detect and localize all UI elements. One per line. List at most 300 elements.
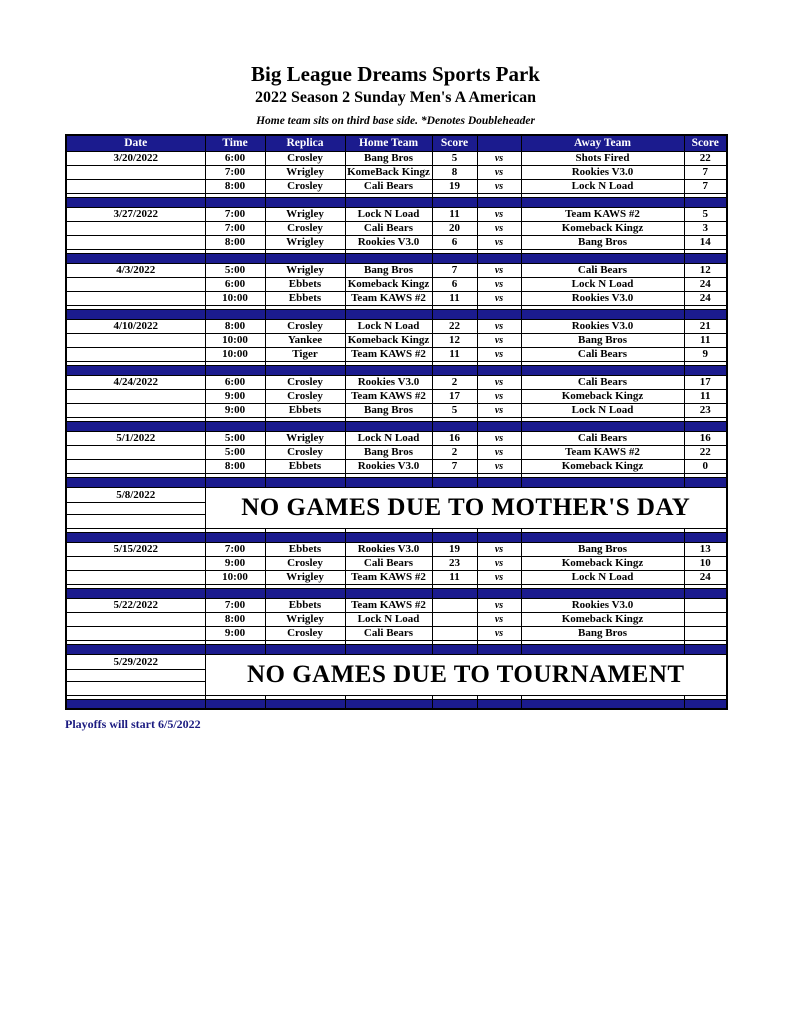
separator-cell — [66, 421, 205, 431]
home-team-cell: Bang Bros — [345, 403, 432, 417]
time-cell: 5:00 — [205, 431, 265, 445]
home-score-cell: 2 — [432, 375, 477, 389]
replica-cell: Crosley — [265, 556, 345, 570]
vs-cell: vs — [477, 598, 521, 612]
away-team-cell: Komeback Kingz — [521, 221, 684, 235]
separator-cell — [477, 421, 521, 431]
separator-row — [66, 644, 727, 654]
date-cell — [66, 669, 205, 681]
game-row — [66, 570, 727, 584]
separator-cell — [205, 699, 265, 709]
separator-row — [66, 532, 727, 542]
home-score-cell: 19 — [432, 542, 477, 556]
vs-cell: vs — [477, 347, 521, 361]
separator-row — [66, 699, 727, 709]
game-row — [66, 277, 727, 291]
separator-cell — [684, 309, 727, 319]
home-team-cell: Rookies V3.0 — [345, 542, 432, 556]
game-row — [66, 347, 727, 361]
replica-cell: Crosley — [265, 221, 345, 235]
replica-cell: Ebbets — [265, 542, 345, 556]
home-score-cell: 2 — [432, 445, 477, 459]
vs-cell: vs — [477, 542, 521, 556]
away-score-cell: 3 — [684, 221, 727, 235]
game-row — [66, 403, 727, 417]
header-away-score: Score — [684, 135, 727, 151]
separator-cell — [66, 588, 205, 598]
home-score-cell: 11 — [432, 291, 477, 305]
home-score-cell: 11 — [432, 570, 477, 584]
separator-cell — [684, 477, 727, 487]
away-team-cell: Cali Bears — [521, 431, 684, 445]
away-team-cell: Rookies V3.0 — [521, 291, 684, 305]
away-score-cell: 13 — [684, 542, 727, 556]
home-team-cell: Team KAWS #2 — [345, 570, 432, 584]
date-cell: 3/20/2022 — [66, 151, 205, 165]
game-row — [66, 459, 727, 473]
separator-cell — [265, 365, 345, 375]
home-score-cell: 7 — [432, 459, 477, 473]
away-team-cell: Rookies V3.0 — [521, 598, 684, 612]
home-team-cell: Bang Bros — [345, 445, 432, 459]
notice-row — [66, 654, 727, 669]
separator-cell — [205, 365, 265, 375]
home-score-cell — [432, 612, 477, 626]
time-cell: 7:00 — [205, 207, 265, 221]
game-row — [66, 165, 727, 179]
replica-cell: Wrigley — [265, 431, 345, 445]
separator-cell — [684, 421, 727, 431]
time-cell: 9:00 — [205, 403, 265, 417]
time-cell: 6:00 — [205, 277, 265, 291]
separator-cell — [66, 309, 205, 319]
away-team-cell: Lock N Load — [521, 403, 684, 417]
separator-cell — [477, 532, 521, 542]
separator-cell — [521, 644, 684, 654]
game-row — [66, 319, 727, 333]
separator-cell — [265, 644, 345, 654]
replica-cell: Ebbets — [265, 277, 345, 291]
separator-row — [66, 421, 727, 431]
separator-cell — [205, 644, 265, 654]
home-team-cell: Bang Bros — [345, 151, 432, 165]
time-cell: 7:00 — [205, 221, 265, 235]
replica-cell: Crosley — [265, 179, 345, 193]
separator-row — [66, 197, 727, 207]
vs-cell: vs — [477, 291, 521, 305]
replica-cell: Yankee — [265, 333, 345, 347]
time-cell: 5:00 — [205, 263, 265, 277]
home-score-cell: 23 — [432, 556, 477, 570]
away-team-cell: Bang Bros — [521, 542, 684, 556]
date-cell — [66, 347, 205, 361]
date-cell — [66, 235, 205, 249]
away-team-cell: Lock N Load — [521, 570, 684, 584]
separator-cell — [345, 253, 432, 263]
separator-cell — [684, 532, 727, 542]
game-row — [66, 389, 727, 403]
date-cell — [66, 277, 205, 291]
away-score-cell: 14 — [684, 235, 727, 249]
replica-cell: Wrigley — [265, 165, 345, 179]
home-score-cell: 6 — [432, 235, 477, 249]
separator-cell — [432, 309, 477, 319]
separator-cell — [345, 699, 432, 709]
separator-cell — [521, 699, 684, 709]
date-cell: 5/15/2022 — [66, 542, 205, 556]
replica-cell: Wrigley — [265, 612, 345, 626]
date-cell — [66, 333, 205, 347]
time-cell: 7:00 — [205, 165, 265, 179]
away-score-cell: 7 — [684, 165, 727, 179]
away-team-cell: Lock N Load — [521, 277, 684, 291]
separator-cell — [684, 588, 727, 598]
home-team-cell: Cali Bears — [345, 556, 432, 570]
separator-row — [66, 309, 727, 319]
separator-cell — [265, 588, 345, 598]
game-row — [66, 207, 727, 221]
home-team-cell: KomeBack Kingz — [345, 165, 432, 179]
separator-cell — [521, 477, 684, 487]
separator-cell — [265, 421, 345, 431]
table-header-row — [66, 135, 727, 151]
separator-cell — [265, 253, 345, 263]
away-score-cell: 22 — [684, 445, 727, 459]
separator-cell — [205, 532, 265, 542]
separator-cell — [432, 644, 477, 654]
separator-cell — [432, 365, 477, 375]
time-cell: 6:00 — [205, 375, 265, 389]
separator-cell — [432, 532, 477, 542]
date-cell — [66, 291, 205, 305]
notice-row — [66, 487, 727, 502]
separator-cell — [477, 644, 521, 654]
away-team-cell: Rookies V3.0 — [521, 165, 684, 179]
time-cell: 8:00 — [205, 319, 265, 333]
date-cell — [66, 502, 205, 514]
separator-cell — [521, 588, 684, 598]
separator-cell — [345, 309, 432, 319]
separator-cell — [205, 197, 265, 207]
separator-cell — [205, 309, 265, 319]
separator-cell — [477, 477, 521, 487]
separator-cell — [265, 477, 345, 487]
home-team-cell: Cali Bears — [345, 221, 432, 235]
away-score-cell — [684, 626, 727, 640]
away-team-cell: Shots Fired — [521, 151, 684, 165]
separator-row — [66, 253, 727, 263]
separator-cell — [66, 699, 205, 709]
time-cell: 9:00 — [205, 389, 265, 403]
time-cell: 7:00 — [205, 542, 265, 556]
game-row — [66, 556, 727, 570]
separator-cell — [345, 197, 432, 207]
vs-cell: vs — [477, 403, 521, 417]
separator-cell — [432, 421, 477, 431]
header-replica: Replica — [265, 135, 345, 151]
date-cell — [66, 514, 205, 528]
away-score-cell: 12 — [684, 263, 727, 277]
away-score-cell: 9 — [684, 347, 727, 361]
away-score-cell: 23 — [684, 403, 727, 417]
vs-cell: vs — [477, 626, 521, 640]
header-vs — [477, 135, 521, 151]
time-cell: 10:00 — [205, 570, 265, 584]
replica-cell: Wrigley — [265, 207, 345, 221]
separator-row — [66, 365, 727, 375]
date-cell — [66, 445, 205, 459]
home-score-cell — [432, 598, 477, 612]
home-score-cell: 5 — [432, 151, 477, 165]
vs-cell: vs — [477, 445, 521, 459]
separator-cell — [521, 253, 684, 263]
home-score-cell: 16 — [432, 431, 477, 445]
home-score-cell: 7 — [432, 263, 477, 277]
header-date: Date — [66, 135, 205, 151]
game-row — [66, 221, 727, 235]
time-cell: 8:00 — [205, 179, 265, 193]
home-team-cell: Cali Bears — [345, 626, 432, 640]
time-cell: 10:00 — [205, 291, 265, 305]
header-time: Time — [205, 135, 265, 151]
home-team-cell: Rookies V3.0 — [345, 459, 432, 473]
vs-cell: vs — [477, 319, 521, 333]
home-score-cell: 17 — [432, 389, 477, 403]
away-score-cell: 10 — [684, 556, 727, 570]
vs-cell: vs — [477, 459, 521, 473]
replica-cell: Crosley — [265, 445, 345, 459]
replica-cell: Wrigley — [265, 235, 345, 249]
home-team-cell: Komeback Kingz — [345, 277, 432, 291]
away-team-cell: Komeback Kingz — [521, 556, 684, 570]
separator-cell — [345, 365, 432, 375]
time-cell: 10:00 — [205, 347, 265, 361]
separator-cell — [521, 421, 684, 431]
away-team-cell: Bang Bros — [521, 333, 684, 347]
away-team-cell: Komeback Kingz — [521, 389, 684, 403]
date-cell — [66, 165, 205, 179]
separator-cell — [345, 477, 432, 487]
vs-cell: vs — [477, 165, 521, 179]
separator-cell — [265, 197, 345, 207]
replica-cell: Tiger — [265, 347, 345, 361]
game-row — [66, 151, 727, 165]
vs-cell: vs — [477, 333, 521, 347]
home-score-cell: 6 — [432, 277, 477, 291]
separator-cell — [205, 253, 265, 263]
home-score-cell: 11 — [432, 347, 477, 361]
date-cell: 3/27/2022 — [66, 207, 205, 221]
home-score-cell — [432, 626, 477, 640]
separator-cell — [684, 699, 727, 709]
date-cell — [66, 570, 205, 584]
separator-cell — [521, 197, 684, 207]
home-team-cell: Team KAWS #2 — [345, 347, 432, 361]
home-team-cell: Bang Bros — [345, 263, 432, 277]
home-team-cell: Lock N Load — [345, 612, 432, 626]
separator-cell — [521, 309, 684, 319]
away-score-cell: 24 — [684, 570, 727, 584]
separator-cell — [205, 421, 265, 431]
replica-cell: Crosley — [265, 389, 345, 403]
home-score-cell: 11 — [432, 207, 477, 221]
separator-cell — [477, 253, 521, 263]
date-cell: 4/24/2022 — [66, 375, 205, 389]
game-row — [66, 445, 727, 459]
schedule-table — [65, 134, 728, 710]
separator-cell — [684, 644, 727, 654]
game-row — [66, 263, 727, 277]
away-score-cell: 17 — [684, 375, 727, 389]
away-team-cell: Komeback Kingz — [521, 459, 684, 473]
page-header — [0, 0, 791, 127]
away-team-cell: Team KAWS #2 — [521, 445, 684, 459]
separator-cell — [432, 477, 477, 487]
away-score-cell: 11 — [684, 389, 727, 403]
away-score-cell: 0 — [684, 459, 727, 473]
replica-cell: Ebbets — [265, 598, 345, 612]
home-team-cell: Cali Bears — [345, 179, 432, 193]
separator-cell — [432, 197, 477, 207]
away-score-cell: 16 — [684, 431, 727, 445]
away-team-cell: Rookies V3.0 — [521, 319, 684, 333]
home-team-cell: Komeback Kingz — [345, 333, 432, 347]
away-team-cell: Lock N Load — [521, 179, 684, 193]
time-cell: 8:00 — [205, 459, 265, 473]
date-cell — [66, 459, 205, 473]
away-score-cell: 11 — [684, 333, 727, 347]
time-cell: 10:00 — [205, 333, 265, 347]
vs-cell: vs — [477, 235, 521, 249]
game-row — [66, 612, 727, 626]
time-cell: 8:00 — [205, 612, 265, 626]
away-team-cell: Komeback Kingz — [521, 612, 684, 626]
away-team-cell: Cali Bears — [521, 263, 684, 277]
separator-cell — [66, 644, 205, 654]
replica-cell: Crosley — [265, 375, 345, 389]
separator-cell — [265, 532, 345, 542]
home-score-cell: 12 — [432, 333, 477, 347]
home-team-cell: Lock N Load — [345, 207, 432, 221]
date-cell: 4/3/2022 — [66, 263, 205, 277]
date-cell: 4/10/2022 — [66, 319, 205, 333]
away-score-cell — [684, 598, 727, 612]
schedule-body — [66, 151, 727, 709]
replica-cell: Wrigley — [265, 263, 345, 277]
time-cell: 8:00 — [205, 235, 265, 249]
game-row — [66, 431, 727, 445]
separator-cell — [66, 532, 205, 542]
header-away-team: Away Team — [521, 135, 684, 151]
home-score-cell: 22 — [432, 319, 477, 333]
separator-cell — [432, 253, 477, 263]
date-cell — [66, 389, 205, 403]
game-row — [66, 333, 727, 347]
separator-cell — [432, 699, 477, 709]
separator-cell — [432, 588, 477, 598]
separator-cell — [345, 532, 432, 542]
vs-cell: vs — [477, 375, 521, 389]
separator-cell — [477, 365, 521, 375]
date-cell — [66, 179, 205, 193]
separator-cell — [477, 588, 521, 598]
separator-row — [66, 477, 727, 487]
game-row — [66, 626, 727, 640]
away-score-cell: 5 — [684, 207, 727, 221]
page-subtitle: 2022 Season 2 Sunday Men's A American — [255, 89, 536, 107]
time-cell: 7:00 — [205, 598, 265, 612]
date-cell — [66, 556, 205, 570]
playoffs-footer-note: Playoffs will start 6/5/2022 — [65, 717, 201, 732]
page-title: Big League Dreams Sports Park — [251, 62, 540, 86]
vs-cell: vs — [477, 570, 521, 584]
separator-cell — [521, 532, 684, 542]
notice-message: NO GAMES DUE TO TOURNAMENT — [205, 654, 727, 695]
away-team-cell: Team KAWS #2 — [521, 207, 684, 221]
date-cell: 5/29/2022 — [66, 654, 205, 669]
separator-cell — [66, 365, 205, 375]
replica-cell: Crosley — [265, 626, 345, 640]
date-cell: 5/22/2022 — [66, 598, 205, 612]
home-score-cell: 8 — [432, 165, 477, 179]
away-score-cell: 21 — [684, 319, 727, 333]
date-cell — [66, 626, 205, 640]
home-team-cell: Rookies V3.0 — [345, 235, 432, 249]
vs-cell: vs — [477, 556, 521, 570]
separator-cell — [684, 365, 727, 375]
home-team-cell: Team KAWS #2 — [345, 291, 432, 305]
replica-cell: Ebbets — [265, 403, 345, 417]
notice-message: NO GAMES DUE TO MOTHER'S DAY — [205, 487, 727, 528]
vs-cell: vs — [477, 179, 521, 193]
separator-cell — [345, 588, 432, 598]
vs-cell: vs — [477, 431, 521, 445]
away-score-cell: 7 — [684, 179, 727, 193]
separator-cell — [345, 421, 432, 431]
game-row — [66, 598, 727, 612]
separator-cell — [66, 197, 205, 207]
vs-cell: vs — [477, 389, 521, 403]
vs-cell: vs — [477, 207, 521, 221]
separator-cell — [684, 253, 727, 263]
vs-cell: vs — [477, 221, 521, 235]
replica-cell: Ebbets — [265, 291, 345, 305]
page-note: Home team sits on third base side. *Denotes Doubleheader — [256, 115, 535, 128]
game-row — [66, 291, 727, 305]
game-row — [66, 179, 727, 193]
separator-cell — [265, 699, 345, 709]
time-cell: 6:00 — [205, 151, 265, 165]
date-cell — [66, 221, 205, 235]
replica-cell: Crosley — [265, 151, 345, 165]
game-row — [66, 235, 727, 249]
away-team-cell: Cali Bears — [521, 375, 684, 389]
separator-cell — [477, 197, 521, 207]
away-score-cell: 24 — [684, 277, 727, 291]
separator-cell — [205, 588, 265, 598]
date-cell — [66, 403, 205, 417]
home-score-cell: 19 — [432, 179, 477, 193]
home-team-cell: Team KAWS #2 — [345, 389, 432, 403]
vs-cell: vs — [477, 151, 521, 165]
date-cell: 5/8/2022 — [66, 487, 205, 502]
separator-cell — [521, 365, 684, 375]
separator-cell — [205, 477, 265, 487]
home-team-cell: Team KAWS #2 — [345, 598, 432, 612]
home-score-cell: 5 — [432, 403, 477, 417]
game-row — [66, 542, 727, 556]
away-team-cell: Bang Bros — [521, 235, 684, 249]
